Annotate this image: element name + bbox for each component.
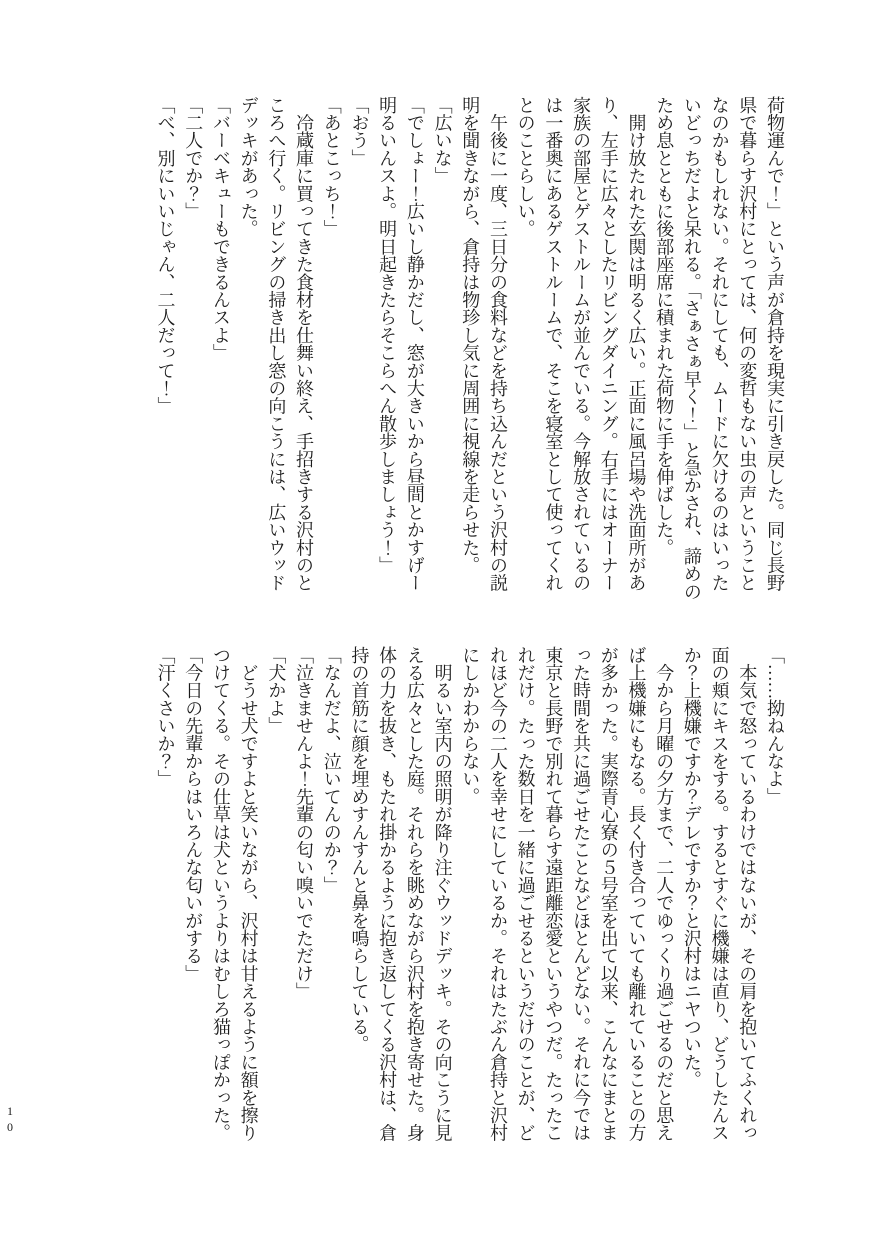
text-column: った時間を共に過ごせたことなどほとんどない。それに今では xyxy=(571,646,592,1142)
text-column: つけてくる。その仕草は犬というよりはむしろ猫っぽかった。 xyxy=(210,646,231,1142)
text-column: デッキがあった。 xyxy=(238,96,259,238)
text-column: どうせ犬ですよと笑いながら、沢村は甘えるように額を擦り xyxy=(238,646,259,1142)
text-column: 「おう」 xyxy=(349,96,370,167)
text-column: が多かった。実際青心寮の５号室を出て以来、こんなにまとま xyxy=(598,646,619,1142)
text-column: 「汗くさいか？」 xyxy=(155,646,176,788)
text-block-bottom xyxy=(151,646,788,1146)
text-column: 「……拗ねんなよ」 xyxy=(765,646,785,806)
text-column: 「今日の先輩からはいろんな匂いがする」 xyxy=(183,646,204,983)
text-column: 「でしょー！広いし静かだし、窓が大きいから昼間とかすげー xyxy=(404,96,425,592)
text-column: 「バーベキューもできるんスよ」 xyxy=(210,96,231,362)
text-column: にしかわからない。 xyxy=(460,646,481,806)
page-number: 10 xyxy=(3,1104,17,1136)
text-column: か？上機嫌ですか？デレですか？と沢村はニヤついた。 xyxy=(681,646,702,1089)
text-column: いどっちだよと呆れる。「さぁさぁ早く！」と急かされ、諦めの xyxy=(681,96,702,601)
text-column: とのことらしい。 xyxy=(515,96,536,238)
text-column: 「犬かよ」 xyxy=(266,646,287,735)
text-column: 明るいんスよ。明日起きたらそこらへん散歩しましょう！」 xyxy=(377,96,398,574)
text-column: れほど今の二人を幸せにしているか。それはたぶん倉持と沢村 xyxy=(487,646,508,1142)
text-column: 本気で怒っているわけではないが、その肩を抱いてふくれっ xyxy=(737,646,758,1142)
text-column: 「べ、別にいいじゃん、二人だって！」 xyxy=(155,96,176,415)
text-column: ば上機嫌にもなる。長く付き合っていても離れていることの方 xyxy=(626,646,647,1142)
text-column: 明るい室内の照明が降り注ぐウッドデッキ。その向こうに見 xyxy=(432,646,453,1142)
text-column: ため息とともに後部座席に積まれた荷物に手を伸ばした。 xyxy=(654,96,675,557)
text-column: 家族の部屋とゲストルームが並んでいる。今解放されているの xyxy=(571,96,592,592)
text-column: れだけ。たった数日を一緒に過ごせるというだけのことが、ど xyxy=(515,646,536,1142)
text-column: 「あとこっち！」 xyxy=(321,96,342,238)
text-column: 「二人でか？」 xyxy=(183,96,204,220)
text-column: 体の力を抜き、もたれ掛かるように抱き返してくる沢村は、倉 xyxy=(377,646,398,1142)
text-column: 明を聞きながら、倉持は物珍し気に周囲に視線を走らせた。 xyxy=(460,96,481,574)
text-column: 午後に一度、三日分の食料などを持ち込んだという沢村の説 xyxy=(487,96,508,592)
text-column: ころへ行く。リビングの掃き出し窓の向こうには、広いウッド xyxy=(266,96,287,592)
text-column: える広々とした庭。それらを眺めながら沢村を抱き寄せた。身 xyxy=(404,646,425,1142)
text-column: 持の首筋に顔を埋めすんすんと鼻を鳴らしている。 xyxy=(349,646,370,1054)
text-block-top xyxy=(151,96,788,601)
text-column: 開け放たれた玄関は明るく広い。正面に風呂場や洗面所があ xyxy=(626,96,647,592)
text-column: は一番奥にあるゲストルームで、そこを寝室として使ってくれ xyxy=(543,96,564,592)
text-column: なのかもしれない。それにしても、ムードに欠けるのはいった xyxy=(709,96,730,592)
text-column: 冷蔵庫に買ってきた食材を仕舞い終え、手招きする沢村のと xyxy=(294,96,315,592)
text-column: 面の頬にキスをする。するとすぐに機嫌は直り、どうしたんス xyxy=(709,646,730,1142)
text-column: 「広いな」 xyxy=(432,96,453,185)
text-column: 「泣きませんよ！先輩の匂い嗅いでただけ」 xyxy=(294,646,315,1001)
text-column: 東京と長野で別れて暮らす遠距離恋愛というやつだ。たったこ xyxy=(543,646,564,1142)
text-column: 県で暮らす沢村にとっては、何の変哲もない虫の声ということ xyxy=(737,96,758,592)
text-column: り、左手に広々としたリビングダイニング。右手にはオーナー xyxy=(598,96,619,592)
text-column: 荷物運んで！」という声が倉持を現実に引き戻した。同じ長野 xyxy=(765,96,785,592)
text-column: 今から月曜の夕方まで、二人でゆっくり過ごせるのだと思え xyxy=(654,646,675,1142)
text-column: 「なんだよ、泣いてんのか？」 xyxy=(321,646,342,894)
